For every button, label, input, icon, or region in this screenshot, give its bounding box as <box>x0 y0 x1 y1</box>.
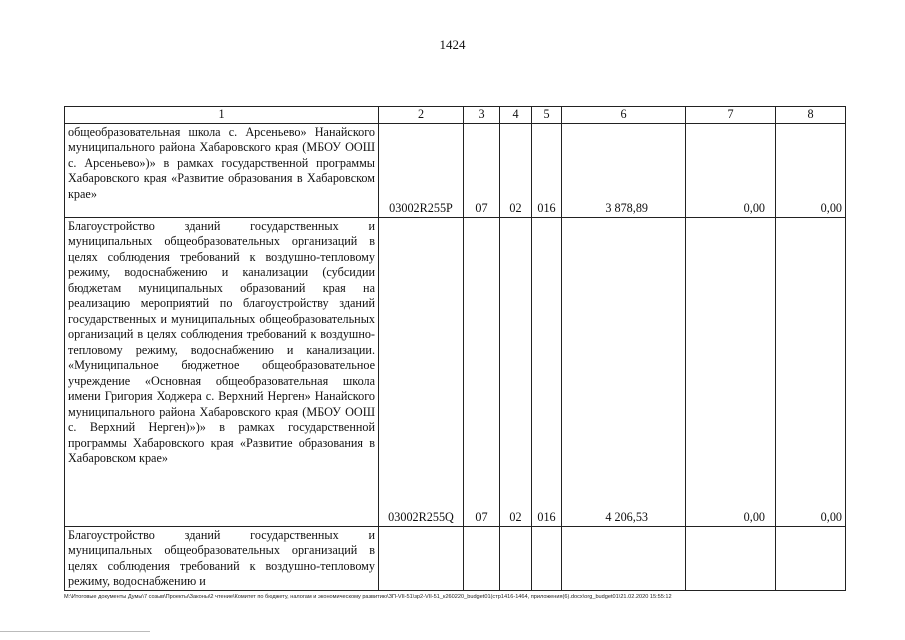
row-amount-2: 0,00 <box>686 123 776 217</box>
row-section: 07 <box>464 123 500 217</box>
row-amount-3 <box>776 526 846 590</box>
page-number: 1424 <box>439 37 466 52</box>
row-description: Благоустройство зданий государственных и муниципальных общеобразовательных организаций в целях соблюдения требований к воздушно-тепловому режиму, водоснабжению и канализации (субсидии бюджетам муниципальных образований края на реализацию мероприятий по благоустройству зданий государственных и муниципальных общеобразовательных организаций в целях соблюдения требований к воздушно-тепловому режиму, водоснабжению и канализации. «Муниципальное бюджетное общеобразовательное учреждение «Основная общеобразовательная школа имени Григория Ходжера с. Верхний Нерген» Нанайского муниципального района Хабаровского края (МБОУ ООШ с. Верхний Нерген)»)» в рамках государственной программы Хабаровского края «Развитие образования в Хабаровском крае» <box>65 217 379 526</box>
row-amount-1: 3 878,89 <box>562 123 686 217</box>
budget-table <box>64 106 846 591</box>
row-amount-1 <box>562 526 686 590</box>
scan-edge-line <box>0 631 150 632</box>
row-subsection: 02 <box>500 217 532 526</box>
row-amount-2 <box>686 526 776 590</box>
row-amount-3: 0,00 <box>776 217 846 526</box>
footer-file-path: M:\Итоговые документы Думы\7 созыв\Проекты\Законы\2 чтение\Комитет по бюджету, налогам и экономическому развитию\ЗП-VII-51\зр2-VII-51_к260220_budget01(стр1416-1464, приложения(6).docx\org_budget01\21.02.2020 15:55:12 <box>64 594 672 600</box>
row-code: 03002R255P <box>379 123 464 217</box>
table-row <box>65 217 846 526</box>
column-header: 7 <box>686 107 776 124</box>
column-header: 5 <box>532 107 562 124</box>
column-header: 6 <box>562 107 686 124</box>
row-section: 07 <box>464 217 500 526</box>
row-amount-2: 0,00 <box>686 217 776 526</box>
column-header: 4 <box>500 107 532 124</box>
row-code: 03002R255Q <box>379 217 464 526</box>
column-header: 3 <box>464 107 500 124</box>
table-row <box>65 123 846 217</box>
row-section <box>464 526 500 590</box>
row-description: общеобразовательная школа с. Арсеньево» Нанайского муниципального района Хабаровского края (МБОУ ООШ с. Арсеньево»)» в рамках государственной программы Хабаровского края «Развитие образования в Хабаровском крае» <box>65 123 379 217</box>
column-header: 8 <box>776 107 846 124</box>
column-header: 1 <box>65 107 379 124</box>
table-row <box>65 526 846 590</box>
row-subsection: 02 <box>500 123 532 217</box>
row-grbs: 016 <box>532 123 562 217</box>
row-amount-1: 4 206,53 <box>562 217 686 526</box>
row-description: Благоустройство зданий государственных и муниципальных общеобразовательных организаций в целях соблюдения требований к воздушно-тепловому режиму, водоснабжению и <box>65 526 379 590</box>
row-code <box>379 526 464 590</box>
column-header: 2 <box>379 107 464 124</box>
row-grbs: 016 <box>532 217 562 526</box>
row-subsection <box>500 526 532 590</box>
table-header-row <box>65 107 846 124</box>
row-amount-3: 0,00 <box>776 123 846 217</box>
row-grbs <box>532 526 562 590</box>
